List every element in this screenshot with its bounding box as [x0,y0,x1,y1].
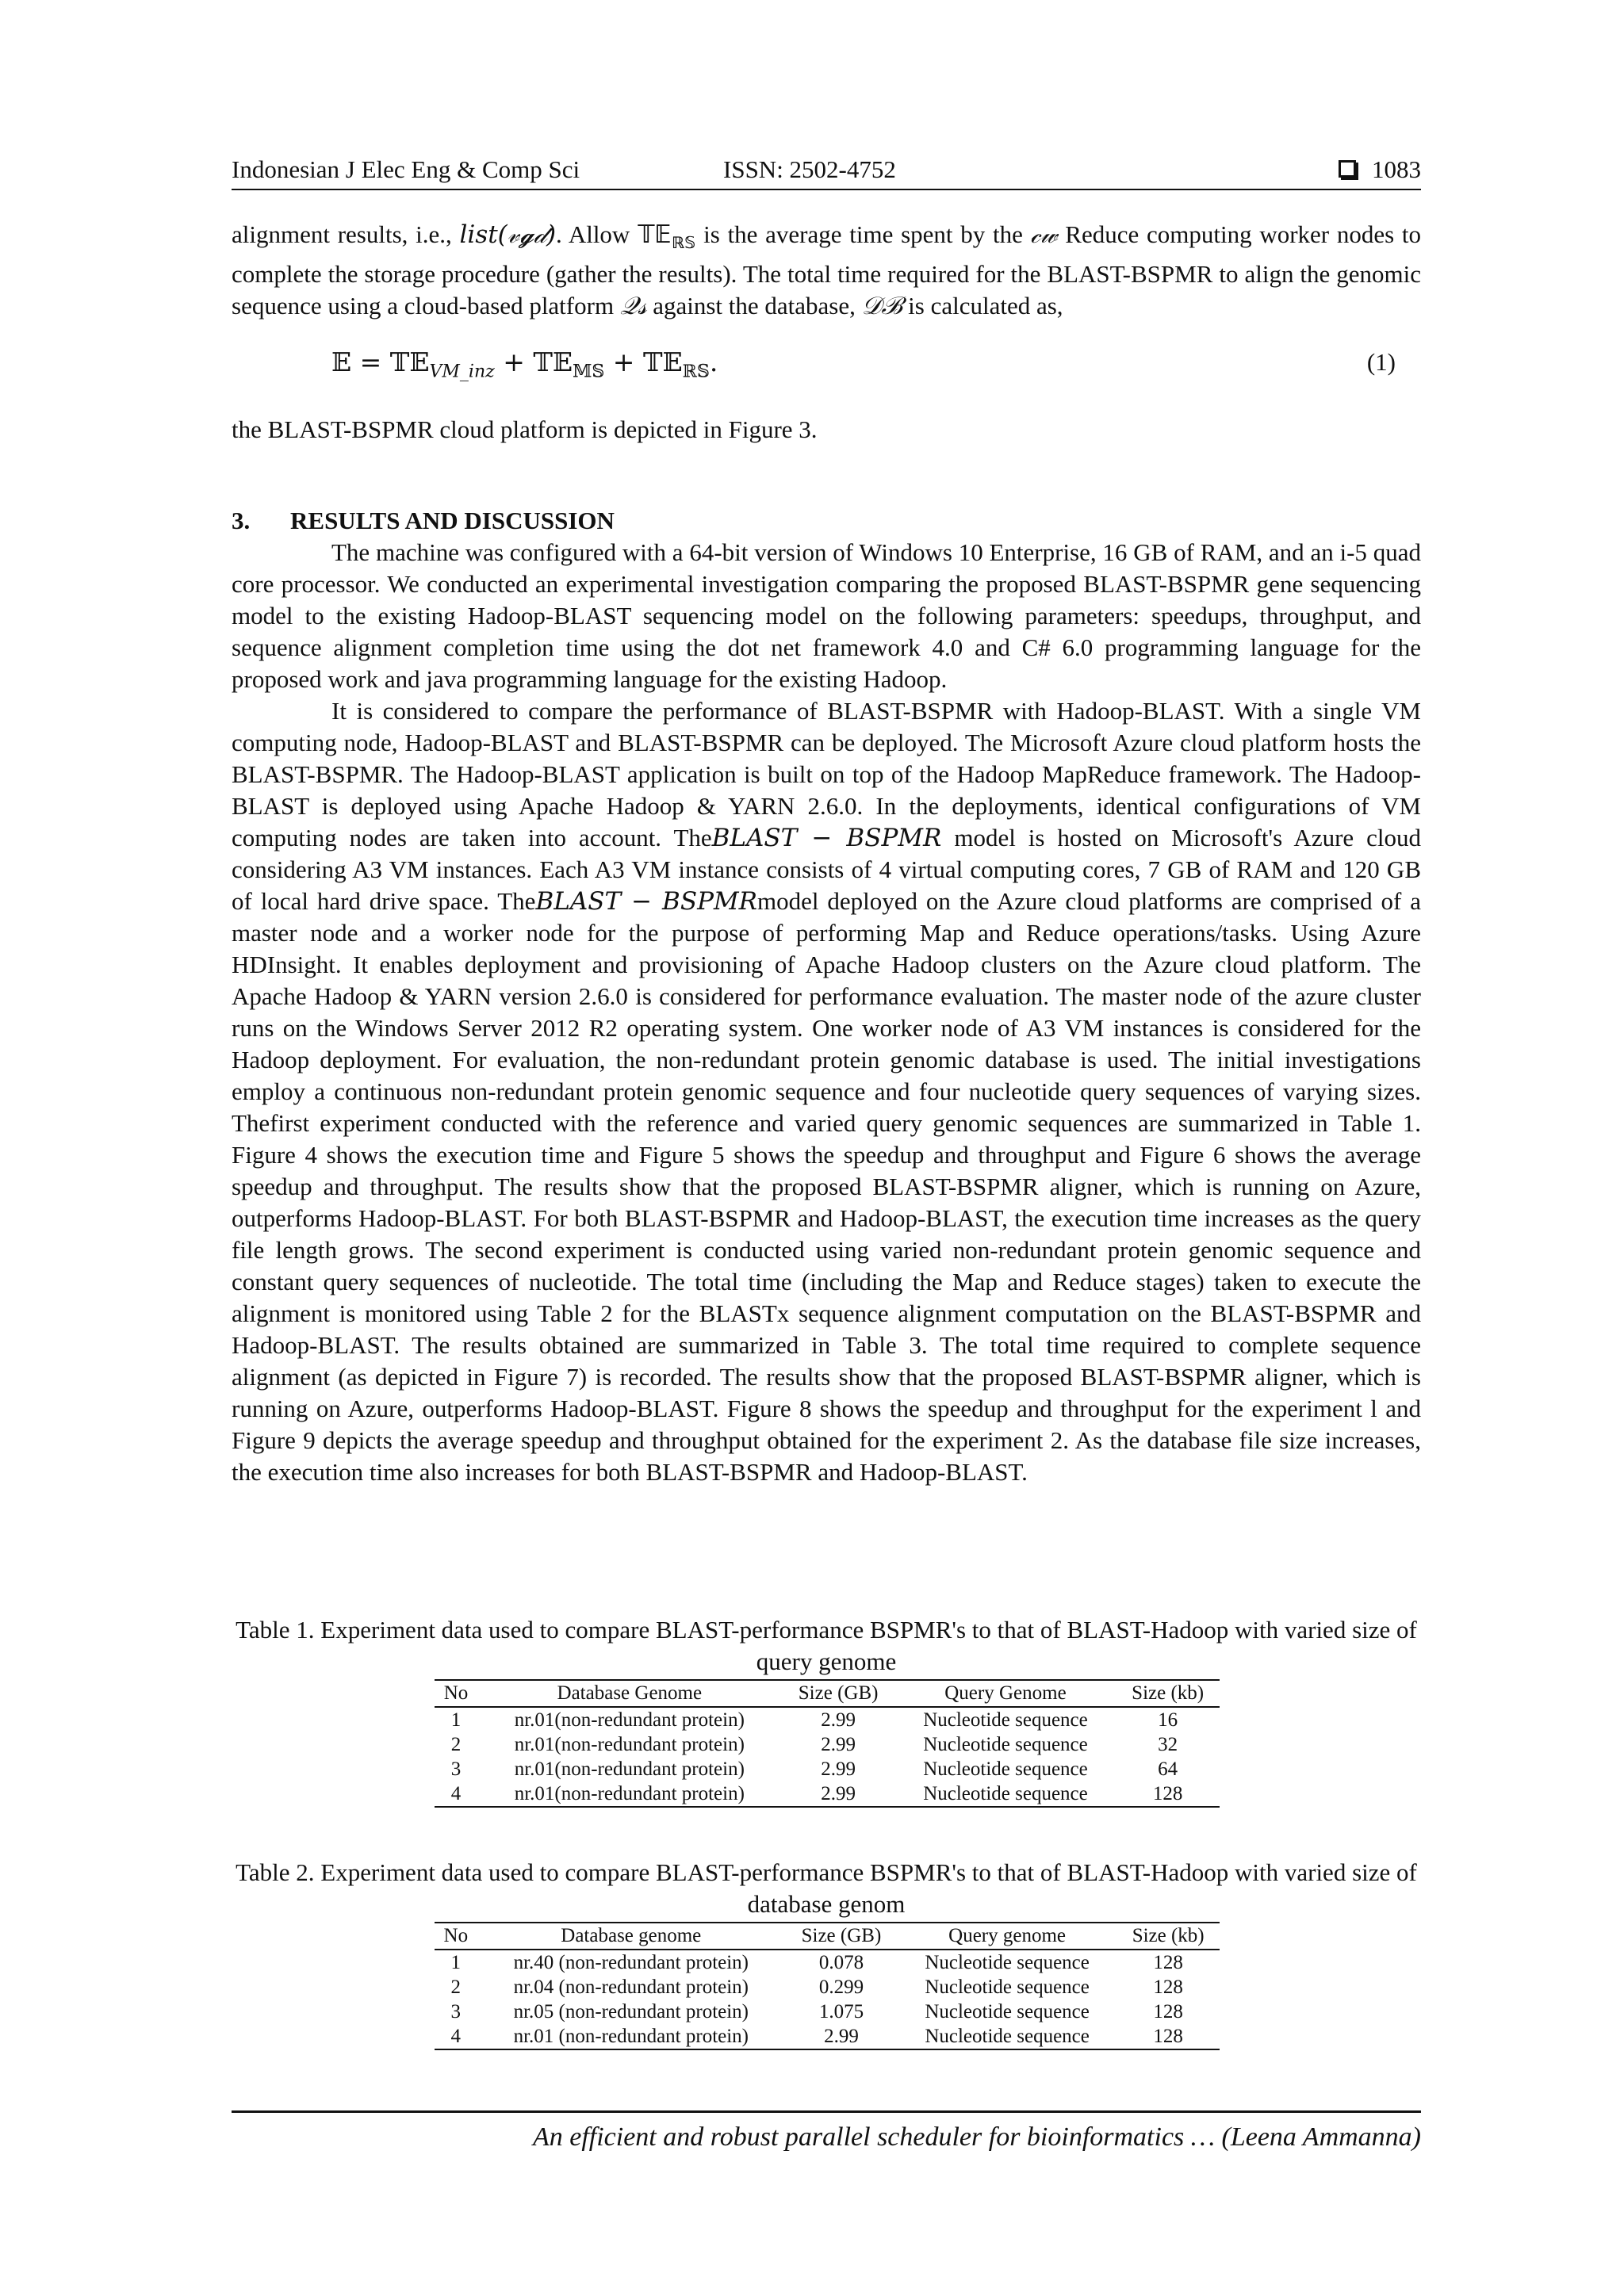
table-row [435,1999,1220,2024]
table-row [435,2024,1220,2049]
table-cell: nr.01(non-redundant protein) [514,1758,745,1780]
table-cell: 128 [1153,1951,1183,1973]
table-cell: 2.99 [821,1709,856,1731]
table-cell: 4 [435,1781,477,1807]
table-cell: 2.99 [785,2024,898,2049]
table-cell: 0.299 [818,1976,864,1998]
table-row [435,1707,1220,1732]
table-cell: nr.04 (non-redundant protein) [513,1976,749,1998]
table-cell: 1 [450,1951,462,1973]
table-cell: Nucleotide sequence [925,1951,1090,1973]
table-cell: Nucleotide sequence [895,1781,1116,1807]
table-cell: 1.075 [818,2000,864,2022]
column-header: Size (kb) [1116,1923,1220,1950]
running-footer: An efficient and robust parallel scheduler for bioinformatics … (Leena Ammanna) [532,2122,1421,2152]
column-header: Size (GB) [785,1923,898,1950]
table-cell: 16 [1158,1709,1178,1731]
table-cell: 128 [1153,1976,1183,1998]
running-header-issn: ISSN: 2502-4752 [723,155,896,183]
table-cell: nr.01 (non-redundant protein) [477,2024,785,2049]
column-header: Query genome [898,1923,1116,1950]
footer-rule [232,2110,1421,2113]
table-cell: nr.01(non-redundant protein) [514,1709,745,1731]
column-header: No [435,1680,477,1707]
table-cell: 0.078 [818,1951,864,1973]
table-cell: 3 [450,1758,462,1780]
table-cell: 32 [1158,1733,1178,1755]
results-paragraph-2: It is considered to compare the performance of BLAST-BSPMR with Hadoop-BLAST. With a single VM computing node, Hadoop-BLAST and BLAST-BSPMR can be deployed. The Microsoft Azure cloud platform hosts the BLAST-BSPMR. The Hadoop-BLAST application is built on top of the Hadoop MapReduce framework. The Hadoop-BLAST is deployed using Apache Hadoop & YARN 2.6.0. In the deployments, identical configurations of VM computing nodes are taken into account. TheBLAST − BSPMR model is hosted on Microsoft's Azure cloud considering A3 VM instances. Each A3 VM instance consists of 4 virtual computing cores, 7 GB of RAM and 120 GB of local hard drive space. TheBLAST − BSPMRmodel deployed on the Azure cloud platforms are comprised of a master node and a worker node for the purpose of performing Map and Reduce operations/tasks. Using Azure HDInsight. It enables deployment and provisioning of Apache Hadoop clusters on the Azure cloud platform. The Apache Hadoop & YARN version 2.6.0 is considered for performance evaluation. The master node of the azure cluster runs on the Windows Server 2012 R2 operating system. One worker node of A3 VM instances is considered for the Hadoop deployment. For evaluation, the non-redundant protein genomic database is used. The initial investigations employ a continuous non-redundant protein genomic sequence and four nucleotide query sequences of varying sizes. Thefirst experiment conducted with the reference and varied query genomic sequences are summarized in Table 1. Figure 4 shows the execution time and Figure 5 shows the speedup and throughput and Figure 6 shows the average speedup and throughput. The results show that the proposed BLAST-BSPMR aligner, which is running on Azure, outperforms Hadoop-BLAST. For both BLAST-BSPMR and Hadoop-BLAST, the execution time increases as the query file length grows. The second experiment is conducted using varied non-redundant protein genomic sequence and constant query sequences of nucleotide. The total time (including the Map and Reduce stages) taken to execute the alignment is monitored using Table 2 for the BLASTx sequence alignment computation on the BLAST-BSPMR and Hadoop-BLAST. The results obtained are summarized in Table 3. The total time required to complete sequence alignment (as depicted in Figure 7) is recorded. The results show that the proposed BLAST-BSPMR aligner, which is running on Azure, outperforms Hadoop-BLAST. Figure 8 shows the speedup and throughput for the experiment l and Figure 9 depicts the average speedup and throughput obtained for the experiment 2. As the database file size increases, the execution time also increases for both BLAST-BSPMR and Hadoop-BLAST. [232,697,1427,1486]
table-row [435,1781,1220,1807]
column-header: No [435,1923,477,1950]
column-header: Database Genome [477,1680,782,1707]
table-2-caption: Table 2. Experiment data used to compare BLAST-performance BSPMR's to that of BLAST-Hadoop with varied size of database genom [236,1858,1417,1918]
table-1 [435,1679,1220,1808]
results-paragraph-1: The machine was configured with a 64-bit version of Windows 10 Enterprise, 16 GB of RAM, and an i-5 quad core processor. We conducted an experimental investigation comparing the proposed BLAST-BSPMR gene sequencing model to the existing Hadoop-BLAST sequencing model on the following parameters: speedups, throughput, and sequence alignment completion time using the dot net framework 4.0 and C# 6.0 programming language for the proposed work and java programming language for the existing Hadoop. [232,538,1421,693]
table-cell: 1 [450,1709,462,1731]
table-cell: 2 [450,1976,462,1998]
checkbox-square-icon [1339,160,1356,178]
table-cell: 3 [450,2000,462,2022]
table-cell: Nucleotide sequence [898,2024,1116,2049]
table-cell: Nucleotide sequence [923,1758,1088,1780]
table-cell: 2.99 [821,1758,856,1780]
table-row [435,1975,1220,1999]
column-header: Query Genome [895,1680,1116,1707]
table-cell: 128 [1116,2024,1220,2049]
table-1-caption: Table 1. Experiment data used to compare BLAST-performance BSPMR's to that of BLAST-Hadoop with varied size of query genome [236,1616,1417,1675]
after-equation-text: the BLAST-BSPMR cloud platform is depicted in Figure 3. [232,415,818,443]
equation-number: (1) [1366,348,1396,376]
table-cell: 2.99 [821,1733,856,1755]
page-number: 1083 [1372,155,1421,183]
table-header-row [435,1923,1220,1950]
equation-1: 𝔼 = 𝕋𝔼$_{VM\_inz}$ + 𝕋𝔼$_{𝕄𝕊}$ + 𝕋𝔼$_{ℝ𝕊}$. [331,346,718,382]
running-header-journal: Indonesian J Elec Eng & Comp Sci [232,155,580,183]
column-header: Size (GB) [782,1680,895,1707]
table-2 [435,1922,1220,2050]
intro-paragraph: alignment results, i.e., list(𝓋𝓰𝒹). Allow 𝕋𝔼$_{ℝ𝕊}$ is the average time spent by the 𝒸𝓌 Reduce computing worker nodes to complete the storage procedure (gather the results). The total time required for the BLAST-BSPMR to align the genomic sequence using a cloud-based platform 𝒬𝓈 against the database, 𝒟ℬ is calculated as, [232,220,1427,321]
table-row [435,1950,1220,1975]
table-cell: 64 [1158,1758,1178,1780]
table-cell: nr.05 (non-redundant protein) [513,2000,749,2022]
column-header: Database genome [477,1923,785,1950]
table-cell: 128 [1153,2000,1183,2022]
header-rule [232,189,1421,190]
table-cell: Nucleotide sequence [923,1709,1088,1731]
table-cell: Nucleotide sequence [923,1733,1088,1755]
table-cell: nr.01(non-redundant protein) [514,1733,745,1755]
table-cell: Nucleotide sequence [925,2000,1090,2022]
table-cell: nr.01(non-redundant protein) [477,1781,782,1807]
table-row [435,1757,1220,1781]
column-header: Size (kb) [1116,1680,1220,1707]
table-row [435,1732,1220,1757]
section-heading [232,505,615,537]
section-title: RESULTS AND DISCUSSION [290,507,615,534]
table-cell: Nucleotide sequence [925,1976,1090,1998]
section-number: 3. [232,507,251,534]
table-cell: 128 [1116,1781,1220,1807]
table-cell: 2 [450,1733,462,1755]
table-cell: nr.40 (non-redundant protein) [513,1951,749,1973]
table-header-row [435,1680,1220,1707]
table-cell: 4 [435,2024,477,2049]
table-cell: 2.99 [782,1781,895,1807]
